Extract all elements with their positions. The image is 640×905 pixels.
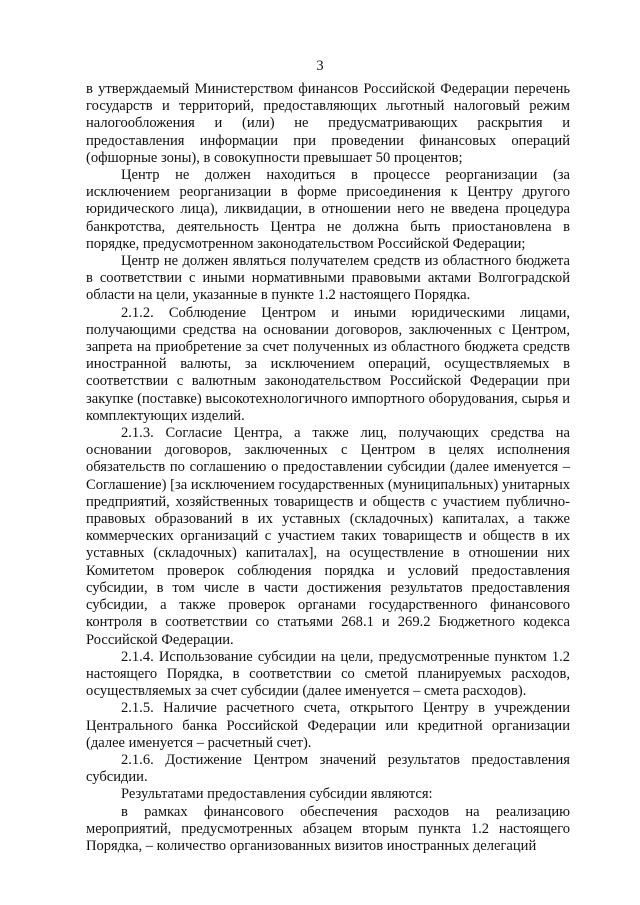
paragraph-results-item: в рамках финансового обеспечения расходов на реализацию мероприятий, предусмотренных абзацем вторым пункта 1.2 настоящего Порядка, – количество организованных визитов иностранных делегаций <box>86 803 570 854</box>
page-number: 3 <box>316 58 324 74</box>
paragraph-2-1-3: 2.1.3. Согласие Центра, а также лиц, получающих средства на основании договоров, заключенных с Центром в целях исполнения обязательств по соглашению о предоставлении субсидии (далее именуется – Соглашение) [за исключением государственных (муниципальных) унитарных предприятий, хозяйственных товариществ и обществ с участием публично-правовых образований в их уставных (складочных) капиталах, а также коммерческих организаций с участием таких товариществ и обществ в их уставных (складочных) капиталах], на осуществление в отношении них Комитетом проверок соблюдения порядка и условий предоставления субсидии, в том числе в части достижения результатов предоставления субсидии, а также проверок органами государственного финансового контроля в соответствии со статьями 268.1 и 269.2 Бюджетного кодекса Российской Федерации. <box>86 425 570 648</box>
paragraph-2-1-6: 2.1.6. Достижение Центром значений результатов предоставления субсидии. <box>86 751 570 786</box>
paragraph-2-1-4: 2.1.4. Использование субсидии на цели, предусмотренные пунктом 1.2 настоящего Порядка, в соответствии со сметой планируемых расходов, осуществляемых за счет субсидии (далее именуется – смета расходов). <box>86 648 570 700</box>
document-body <box>86 81 570 855</box>
paragraph-2-1-2: 2.1.2. Соблюдение Центром и иными юридическими лицами, получающими средства на основании договоров, заключенных с Центром, запрета на приобретение за счет полученных из областного бюджета средств иностранной валюты, за исключением операций, осуществляемых в соответствии с валютным законодательством Российской Федерации при закупке (поставке) высокотехнологичного импортного оборудования, сырья и комплектующих изделий. <box>86 304 570 424</box>
paragraph-no-reorganization: Центр не должен находиться в процессе реорганизации (за исключением реорганизации в форме присоединения к Центру другого юридического лица), ликвидации, в отношении него не введена процедура банкротства, деятельность Центра не должна быть приостановлена в порядке, предусмотренном законодательством Российской Федерации; <box>86 167 570 252</box>
paragraph-2-1-5: 2.1.5. Наличие расчетного счета, открытого Центру в учреждении Центрального банка Российской Федерации или кредитной организации (далее именуется – расчетный счет). <box>86 700 570 751</box>
paragraph-no-other-budget-funds: Центр не должен являться получателем средств из областного бюджета в соответствии с иными нормативными правовыми актами Волгоградской области на цели, указанные в пункте 1.2 настоящего Порядка. <box>86 253 570 304</box>
paragraph-offshore-zones: в утверждаемый Министерством финансов Российской Федерации перечень государств и территорий, предоставляющих льготный налоговый режим налогообложения и (или) не предусматривающих раскрытия и предоставления информации при проведении финансовых операций (офшорные зоны), в совокупности превышает 50 процентов; <box>86 81 570 166</box>
paragraph-results-heading: Результатами предоставления субсидии являются: <box>121 786 433 803</box>
